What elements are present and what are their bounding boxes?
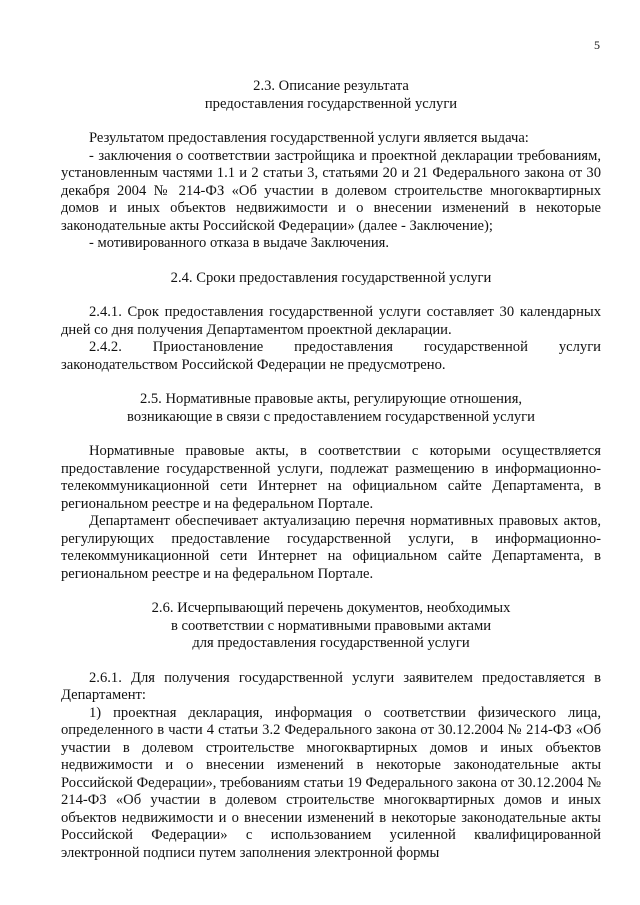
heading-line: 2.3. Описание результата bbox=[253, 78, 409, 94]
heading-line: 2.6. Исчерпывающий перечень документов, необходимых bbox=[151, 600, 511, 616]
heading-line: предоставления государственной услуги bbox=[204, 95, 458, 112]
paragraph: Департамент обеспечивает актуализацию перечня нормативных правовых актов, регулирующих предоставление государственной услуги, в информационно-телекоммуникационной сети Интернет на официальном сайте Департамента, в региональном реестре и на федеральном Портале. bbox=[61, 513, 601, 582]
heading-line: 2.4. Сроки предоставления государственной услуги bbox=[170, 269, 492, 286]
paragraph: 2.4.2. Приостановление предоставления государственной услуги законодательством Российской Федерации не предусмотрено. bbox=[61, 339, 601, 373]
paragraph: 2.4.1. Срок предоставления государственной услуги составляет 30 календарных дней со дня получения Департаментом проектной декларации. bbox=[61, 304, 601, 338]
page-number: 5 bbox=[594, 38, 600, 52]
section-heading-2-3 bbox=[61, 78, 601, 113]
paragraph: - мотивированного отказа в выдаче Заключения. bbox=[89, 235, 390, 251]
paragraph: - заключения о соответствии застройщика и проектной декларации требованиям, установленным частями 1.1 и 2 статьи 3, статьями 20 и 21 Федерального закона от 30 декабря 2004 № 214-ФЗ «Об участии в долевом строительстве многоквартирных домов и иных объектов недвижимости и о внесении изменений в некоторые законодательные акты Российской Федерации» (далее - Заключение); bbox=[61, 147, 601, 234]
heading-line: возникающие в связи с предоставлением государственной услуги bbox=[127, 408, 535, 425]
document-body bbox=[61, 78, 601, 862]
paragraph: Результатом предоставления государственной услуги является выдача: bbox=[89, 130, 529, 146]
paragraph: 2.6.1. Для получения государственной услуги заявителем предоставляется в Департамент: bbox=[61, 669, 601, 703]
paragraph: Нормативные правовые акты, в соответствии с которыми осуществляется предоставление государственной услуги, подлежат размещению в информационно-телекоммуникационной сети Интернет на официальном сайте Департамента, в региональном реестре и на федеральном Портале. bbox=[61, 443, 601, 512]
paragraph: 1) проектная декларация, информация о соответствии физического лица, определенного в части 4 статьи 3.2 Федерального закона от 30.12.2004 № 214-ФЗ «Об участии в долевом строительстве многоквартирных домов и иных объектов недвижимости и о внесении изменений в некоторые законодательные акты Российской Федерации», требованиям статьи 19 Федерального закона от 30.12.2004 № 214-ФЗ «Об участии в долевом строительстве многоквартирных домов и иных объектов недвижимости и о внесении изменений в некоторые законодательные акты Российской Федерации» с использованием усиленной квалифицированной электронной подписи путем заполнения электронной формы bbox=[61, 704, 601, 861]
section-heading-2-5 bbox=[61, 391, 601, 426]
heading-line: в соответствии с нормативными правовыми актами bbox=[170, 617, 492, 634]
section-heading-2-4 bbox=[61, 270, 601, 288]
section-heading-2-6 bbox=[61, 600, 601, 653]
heading-line: 2.5. Нормативные правовые акты, регулирующие отношения, bbox=[139, 391, 523, 407]
heading-line: для предоставления государственной услуги bbox=[192, 635, 470, 651]
